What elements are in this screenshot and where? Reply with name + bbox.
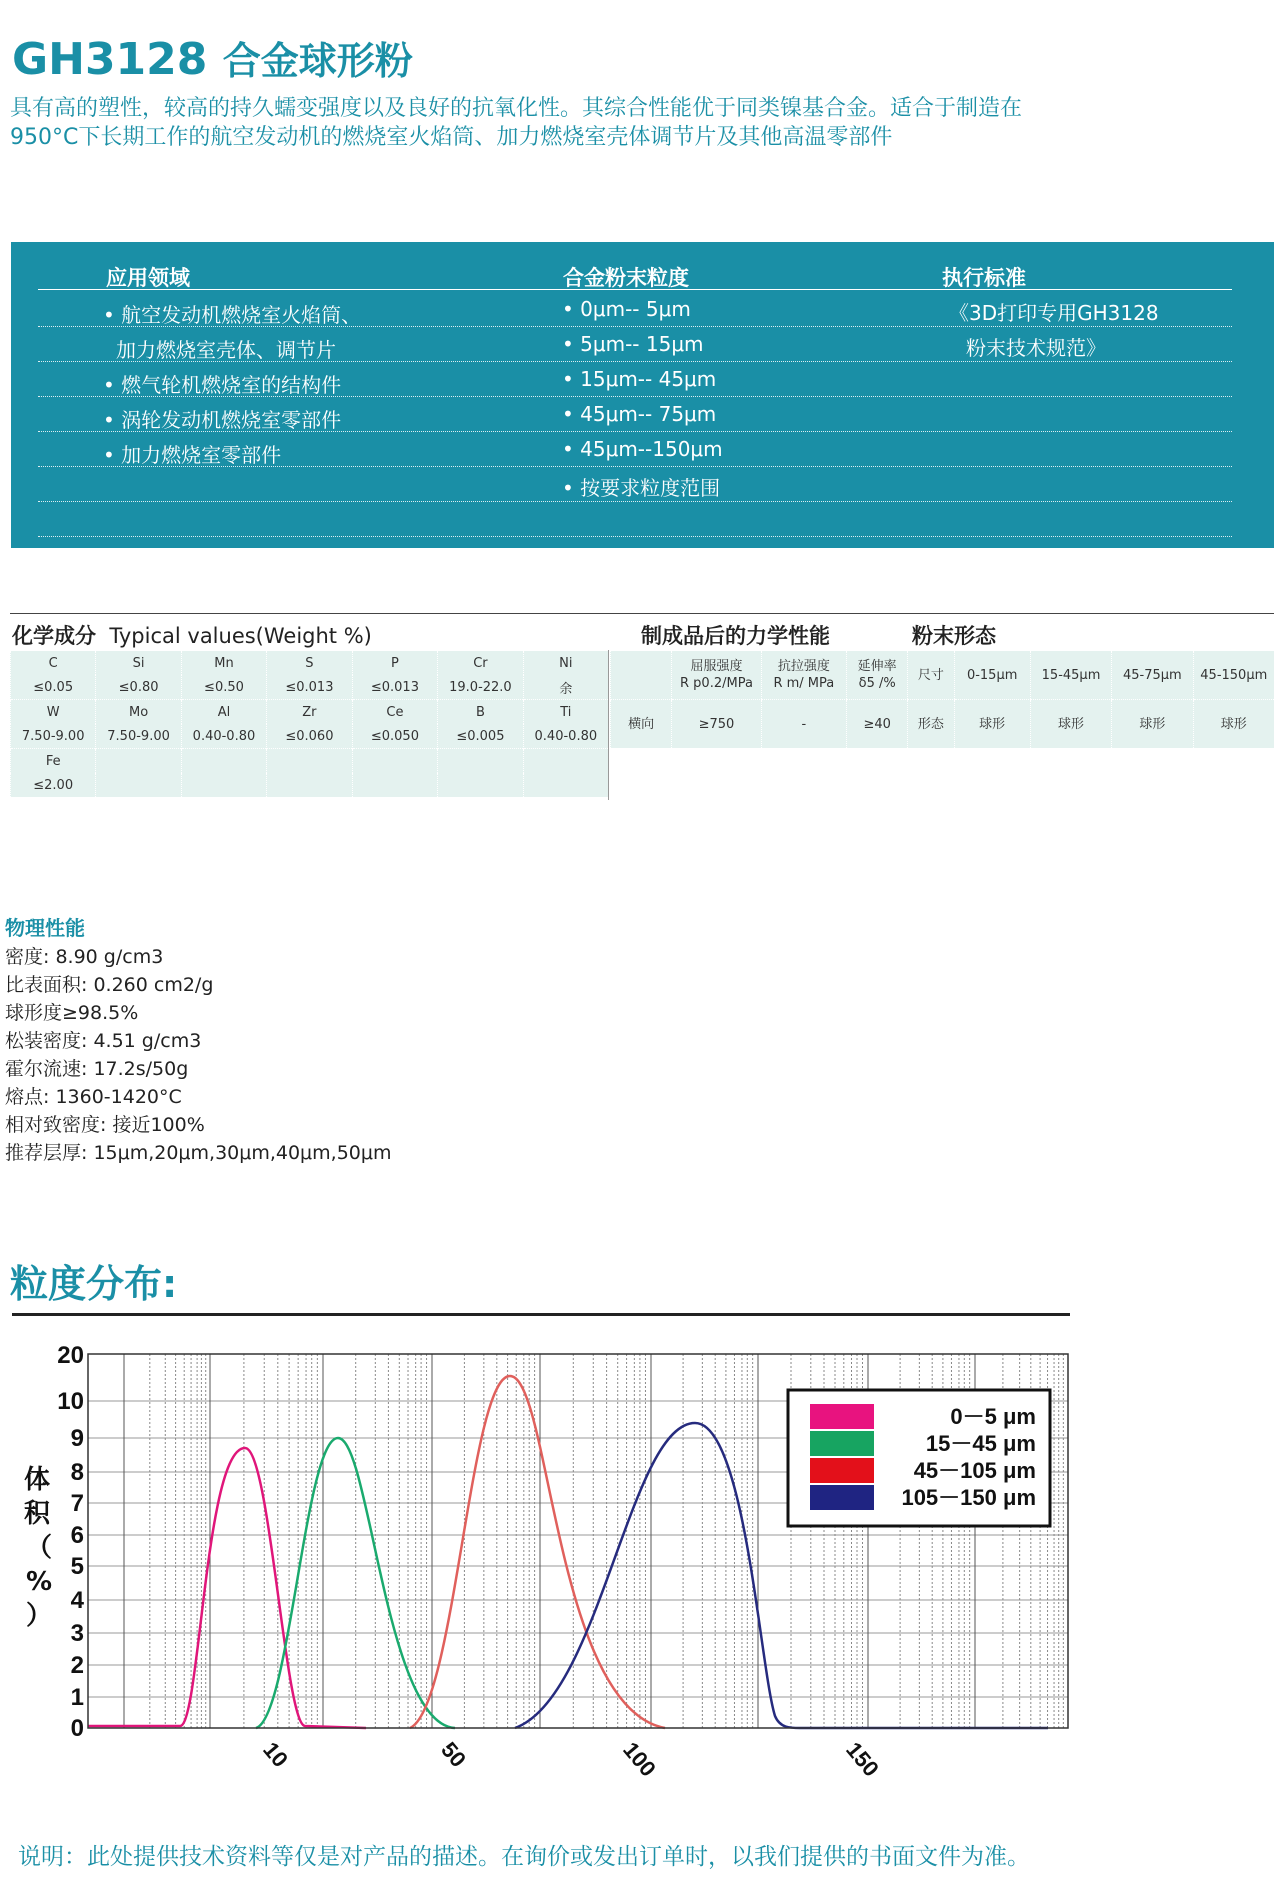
distribution-title: 粒度分布: [10, 1262, 178, 1306]
table-separator [608, 650, 609, 800]
title-cn: 合金球形粉 [222, 39, 413, 83]
physical-item: 相对致密度: 接近100% [5, 1114, 205, 1136]
table-cell: 0.40-0.80 [181, 724, 266, 749]
physical-item: 密度: 8.90 g/cm3 [5, 946, 164, 968]
table-cell: C [11, 651, 96, 675]
chem-title-cn: 化学成分 [12, 624, 96, 648]
application-item: 加力燃烧室壳体、调节片 [116, 338, 336, 362]
table-cell: ≤0.05 [11, 675, 96, 700]
y-tick-label: 0 [70, 1715, 84, 1742]
chart-legend [788, 1390, 1050, 1526]
standard-header: 执行标准 [942, 266, 1026, 290]
table-cell [96, 773, 181, 797]
table-cell: Mn [181, 651, 266, 675]
y-tick-label: 1 [70, 1684, 84, 1711]
y-tick-label: 9 [70, 1425, 84, 1452]
table-row [11, 773, 609, 797]
application-item: • 加力燃烧室零部件 [103, 443, 282, 467]
size-cell: 0-15μm [954, 651, 1030, 700]
table-cell: Al [181, 700, 266, 725]
elongation-header: 延伸率 δ5 /% [847, 651, 908, 700]
morph-cell: 球形 [1112, 700, 1193, 749]
y-tick-label: 10 [57, 1388, 84, 1415]
table-row [11, 675, 609, 700]
table-row [11, 700, 609, 725]
table-cell [181, 749, 266, 774]
powder-title: 粉末形态 [912, 624, 996, 648]
size-item: • 45μm-- 75μm [562, 402, 717, 426]
physical-item: 熔点: 1360-1420°C [5, 1086, 182, 1108]
table-cell [352, 773, 438, 797]
table-cell: W [11, 700, 96, 725]
size-cell: 45-75μm [1112, 651, 1193, 700]
table-cell: ≤0.013 [267, 675, 353, 700]
morph-cell: 球形 [954, 700, 1030, 749]
morph-label: 形态 [908, 700, 954, 749]
table-cell: Si [96, 651, 181, 675]
table-cell: Cr [438, 651, 524, 675]
table-cell [611, 651, 672, 700]
footer-note: 说明：此处提供技术资料等仅是对产品的描述。在询价或发出订单时，以我们提供的书面文件为准。 [18, 1844, 1030, 1870]
title-code: GH3128 [12, 34, 208, 85]
table-cell: 19.0-22.0 [438, 675, 524, 700]
x-tick-label: 100 [618, 1737, 661, 1782]
table-cell: S [267, 651, 353, 675]
table-cell: Ce [352, 700, 438, 725]
legend-swatch [810, 1485, 874, 1510]
table-cell: 7.50-9.00 [11, 724, 96, 749]
table-cell [267, 749, 353, 774]
table-cell [96, 749, 181, 774]
y-tick-label: 7 [70, 1490, 84, 1517]
size-item: • 45μm--150μm [562, 437, 723, 461]
application-item: • 航空发动机燃烧室火焰筒、 [103, 303, 362, 327]
direction-cell: 横向 [611, 700, 672, 749]
table-row [11, 651, 609, 675]
application-item: • 燃气轮机燃烧室的结构件 [103, 373, 342, 397]
size-item: • 按要求粒度范围 [562, 476, 721, 500]
table-cell: ≤0.060 [267, 724, 353, 749]
y-tick-label: 8 [70, 1459, 84, 1486]
size-cell: 45-150μm [1193, 651, 1274, 700]
table-cell: ≤0.050 [352, 724, 438, 749]
x-tick-label: 150 [841, 1737, 884, 1782]
table-cell [523, 749, 608, 774]
physical-item: 松装密度: 4.51 g/cm3 [5, 1030, 202, 1052]
table-row [611, 651, 1275, 700]
physical-list [5, 943, 391, 1167]
size-item: • 15μm-- 45μm [562, 367, 717, 391]
applications-header: 应用领域 [106, 266, 190, 290]
table-row [11, 724, 609, 749]
y-axis-label: 体积（%） [24, 1465, 53, 1631]
table-cell [352, 749, 438, 774]
x-tick-label: 50 [436, 1737, 472, 1772]
distribution-rule [12, 1313, 1070, 1316]
header-divider [38, 289, 1232, 290]
table-cell [267, 773, 353, 797]
legend-swatch [810, 1431, 874, 1456]
row-divider [38, 501, 1232, 502]
y-tick-label: 20 [57, 1342, 84, 1369]
application-item: • 涡轮发动机燃烧室零部件 [103, 408, 342, 432]
table-cell: 0.40-0.80 [523, 724, 608, 749]
standard-line: 《3D打印专用GH3128 [949, 301, 1159, 325]
table-cell: Mo [96, 700, 181, 725]
table-cell [438, 749, 524, 774]
morph-cell: 球形 [1193, 700, 1274, 749]
table-cell: ≤0.50 [181, 675, 266, 700]
row-divider [38, 536, 1232, 537]
application-band [11, 242, 1274, 548]
table-cell [181, 773, 266, 797]
table-cell: 7.50-9.00 [96, 724, 181, 749]
particle-size-header: 合金粉末粒度 [563, 266, 689, 290]
yield-header: 屈服强度 R p0.2/MPa [672, 651, 761, 700]
physical-item: 霍尔流速: 17.2s/50g [5, 1058, 189, 1080]
chem-title [12, 620, 372, 650]
physical-item: 比表面积: 0.260 cm2/g [5, 974, 214, 996]
morph-cell: 球形 [1030, 700, 1111, 749]
particle-size-chart [0, 1330, 1282, 1790]
physical-title: 物理性能 [5, 916, 85, 940]
y-tick-label: 5 [70, 1553, 84, 1580]
size-item: • 5μm-- 15μm [562, 332, 704, 356]
table-cell: Fe [11, 749, 96, 774]
physical-item: 球形度≥98.5% [5, 1002, 139, 1024]
legend-swatch [810, 1458, 874, 1483]
series-line [88, 1448, 366, 1728]
table-cell: ≤0.80 [96, 675, 181, 700]
table-cell: 余 [523, 675, 608, 700]
table-cell: ≤0.005 [438, 724, 524, 749]
table-cell: Ni [523, 651, 608, 675]
mech-title: 制成品后的力学性能 [641, 624, 830, 648]
legend-label: 105－150 μm [901, 1485, 1036, 1510]
legend-swatch [810, 1404, 874, 1429]
tensile-header: 抗拉强度 R m/ MPa [761, 651, 846, 700]
chem-title-en: Typical values(Weight %) [109, 624, 372, 648]
size-label: 尺寸 [908, 651, 954, 700]
table-cell [438, 773, 524, 797]
x-tick-label: 10 [258, 1737, 294, 1772]
standard-line: 粉末技术规范》 [966, 336, 1106, 360]
physical-item: 推荐层厚: 15μm,20μm,30μm,40μm,50μm [5, 1142, 392, 1164]
yield-value: ≥750 [672, 700, 761, 749]
table-cell: Zr [267, 700, 353, 725]
y-tick-label: 4 [70, 1587, 84, 1614]
elongation-value: ≥40 [847, 700, 908, 749]
mechanical-table [610, 651, 1274, 748]
table-cell [523, 773, 608, 797]
chart-ticks [24, 1342, 884, 1781]
legend-label: 0－5 μm [950, 1404, 1036, 1429]
y-tick-label: 6 [70, 1522, 84, 1549]
tensile-value: - [761, 700, 846, 749]
table-row [11, 749, 609, 774]
legend-label: 15－45 μm [925, 1431, 1036, 1456]
size-item: • 0μm-- 5μm [562, 297, 691, 321]
y-tick-label: 2 [70, 1652, 84, 1679]
table-row [611, 700, 1275, 749]
table-cell: B [438, 700, 524, 725]
size-cell: 15-45μm [1030, 651, 1111, 700]
table-cell: Ti [523, 700, 608, 725]
table-cell: ≤2.00 [11, 773, 96, 797]
page-title [12, 30, 413, 85]
y-tick-label: 3 [70, 1620, 84, 1647]
table-cell: ≤0.013 [352, 675, 438, 700]
legend-label: 45－105 μm [913, 1458, 1036, 1483]
intro-text: 具有高的塑性，较高的持久蠕变强度以及良好的抗氧化性。其综合性能优于同类镍基合金。适合于制造在950°C下长期工作的航空发动机的燃烧室火焰筒、加力燃烧室壳体调节片及其他高温零部件 [10, 96, 1023, 150]
chemistry-table [10, 651, 608, 797]
section-divider [10, 613, 1274, 614]
table-cell: P [352, 651, 438, 675]
